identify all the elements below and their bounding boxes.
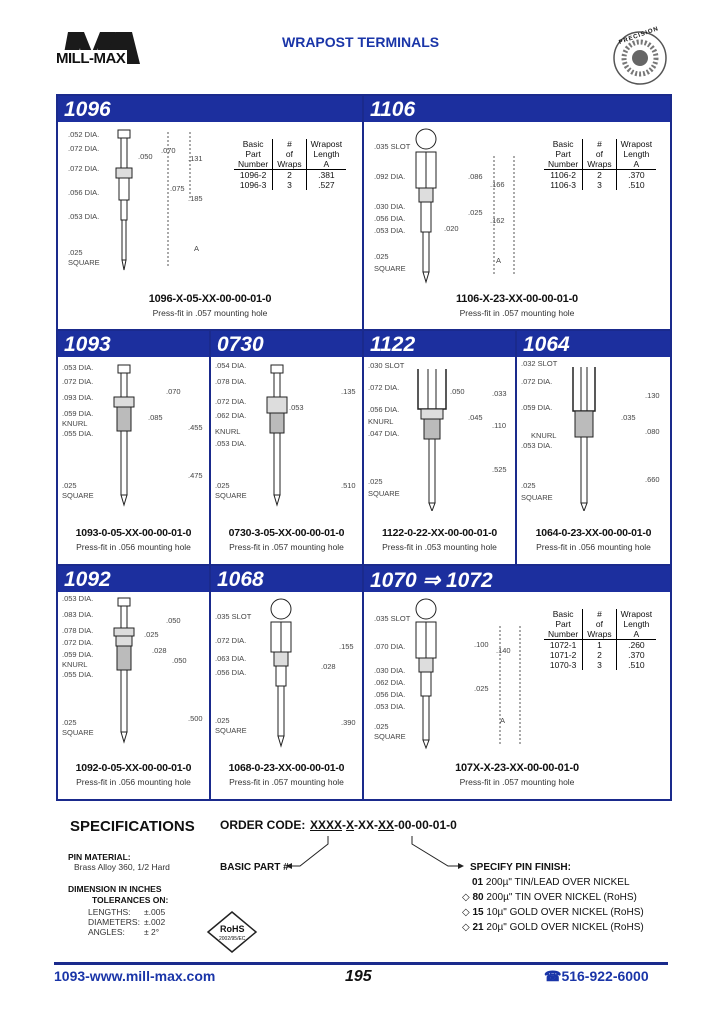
finish-code: 21 bbox=[472, 922, 484, 933]
mounting-note: Press-fit in .056 mounting hole bbox=[76, 542, 191, 552]
product-cell-1106 bbox=[364, 96, 670, 329]
dimension-label: .053 DIA. bbox=[215, 439, 247, 448]
product-header bbox=[364, 331, 515, 357]
finish-code: 15 bbox=[472, 907, 484, 918]
dimension-label: .162 bbox=[490, 216, 505, 225]
product-header bbox=[211, 566, 362, 592]
dimension-label: SQUARE bbox=[68, 258, 100, 267]
dimension-label: .025 bbox=[68, 248, 83, 257]
dimension-label: .028 bbox=[321, 662, 336, 671]
part-number: 1106-X-23-XX-00-00-01-0 bbox=[456, 293, 578, 305]
dimension-label: .056 DIA. bbox=[68, 188, 100, 197]
product-number: 1106 bbox=[370, 98, 416, 121]
specifications-title: SPECIFICATIONS bbox=[70, 818, 195, 835]
table-header: Wrapost Length A bbox=[616, 609, 656, 640]
dimension-label: SQUARE bbox=[521, 493, 553, 502]
dimension-label: .056 DIA. bbox=[368, 405, 400, 414]
dimension-label: .050 bbox=[138, 152, 153, 161]
dimension-label: .093 DIA. bbox=[62, 393, 94, 402]
dimension-label: .053 DIA. bbox=[374, 702, 406, 711]
dimension-label: .056 DIA. bbox=[215, 668, 247, 677]
dimension-label: .050 bbox=[172, 656, 187, 665]
table-cell: 1072-1 bbox=[549, 640, 577, 650]
dimension-label: .075 bbox=[170, 184, 185, 193]
dimension-label: .045 bbox=[468, 413, 483, 422]
table-header: # of Wraps bbox=[583, 609, 616, 640]
table-cell: .381 bbox=[318, 170, 335, 180]
tolerance-diameters-label: DIAMETERS: bbox=[88, 917, 140, 927]
dimension-label: .085 bbox=[148, 413, 163, 422]
seal-text: PRECISION bbox=[618, 25, 660, 47]
order-code-label: ORDER CODE: bbox=[220, 818, 306, 832]
part-number: 1096-X-05-XX-00-00-01-0 bbox=[148, 293, 272, 305]
dimension-label: .072 DIA. bbox=[215, 397, 247, 406]
dimension-label: .035 bbox=[621, 413, 636, 422]
dimension-label: .110 bbox=[492, 421, 507, 430]
dimension-label: .050 bbox=[166, 616, 181, 625]
dimension-label: .080 bbox=[645, 427, 660, 436]
product-cell-1093 bbox=[58, 331, 209, 564]
dimension-label: .053 DIA. bbox=[374, 226, 406, 235]
table-header: # of Wraps bbox=[583, 139, 616, 170]
dimension-label: SQUARE bbox=[368, 489, 400, 498]
dimension-label: .070 DIA. bbox=[374, 642, 406, 651]
code-segment: 00 bbox=[415, 818, 429, 832]
code-dash: - bbox=[428, 818, 433, 832]
dimension-label: .135 bbox=[341, 387, 356, 396]
mounting-note: Press-fit in .057 mounting hole bbox=[229, 777, 344, 787]
pin-drawing bbox=[404, 596, 534, 756]
dimension-label: .130 bbox=[645, 391, 660, 400]
product-number: 1070 ⇒ 1072 bbox=[370, 569, 493, 592]
dimension-label: .072 DIA. bbox=[68, 164, 100, 173]
logo-text: MILL-MAX bbox=[56, 50, 126, 67]
dimension-label: .660 bbox=[645, 475, 660, 484]
phone-number: ☎516-922-6000 bbox=[544, 968, 649, 984]
pin-finish-label: SPECIFY PIN FINISH: bbox=[470, 862, 571, 873]
code-dash: - bbox=[374, 818, 379, 832]
mounting-note: Press-fit in .056 mounting hole bbox=[76, 777, 191, 787]
product-cell-1064 bbox=[517, 331, 670, 564]
dimension-label: .025 bbox=[62, 481, 77, 490]
dimension-label: .086 bbox=[468, 172, 483, 181]
rohs-diamond-icon: ◇ bbox=[462, 892, 470, 903]
code-segment-finish: XX bbox=[378, 818, 395, 832]
wrap-length-table-1070 bbox=[544, 609, 656, 670]
dimension-label: .053 DIA. bbox=[62, 363, 94, 372]
product-grid bbox=[56, 94, 672, 801]
product-header bbox=[364, 96, 670, 122]
tolerance-angles-label: ANGLES: bbox=[88, 927, 125, 937]
mounting-note: Press-fit in .056 mounting hole bbox=[536, 542, 651, 552]
part-number: 1064-0-23-XX-00-00-01-0 bbox=[535, 527, 652, 539]
dimension-label: .062 DIA. bbox=[215, 411, 247, 420]
table-cell: .260 bbox=[628, 640, 645, 650]
dimension-label: .140 bbox=[496, 646, 511, 655]
finish-text: 200µ" TIN OVER NICKEL bbox=[486, 892, 601, 903]
product-number: 1093 bbox=[64, 333, 111, 356]
dimension-label: .070 bbox=[161, 146, 176, 155]
table-cell: .510 bbox=[628, 180, 645, 190]
dimension-label: .028 bbox=[152, 646, 167, 655]
dimension-label: .055 DIA. bbox=[62, 670, 94, 679]
table-cell: .370 bbox=[628, 170, 645, 180]
dimension-label: .083 DIA. bbox=[62, 610, 94, 619]
finish-option-01 bbox=[462, 877, 630, 888]
dimension-label: .100 bbox=[474, 640, 489, 649]
dimension-label: .047 DIA. bbox=[368, 429, 400, 438]
table-cell: 2 bbox=[273, 170, 306, 181]
table-cell: 1 bbox=[583, 640, 616, 651]
product-number: 1068 bbox=[217, 568, 264, 591]
dimension-label: .072 DIA. bbox=[215, 636, 247, 645]
dimension-label: .072 DIA. bbox=[368, 383, 400, 392]
rohs-badge bbox=[206, 910, 258, 954]
table-header: Wrapost Length A bbox=[306, 139, 346, 170]
table-cell: 3 bbox=[583, 660, 616, 670]
code-segment: 00 bbox=[398, 818, 412, 832]
product-number: 1122 bbox=[370, 333, 416, 356]
mounting-note: Press-fit in .057 mounting hole bbox=[229, 542, 344, 552]
table-cell: 1071-2 bbox=[549, 650, 577, 660]
table-cell: 1106-3 bbox=[550, 180, 577, 190]
pin-material-label: PIN MATERIAL: bbox=[68, 852, 131, 862]
table-header: Wrapost Length A bbox=[616, 139, 656, 170]
dimension-label: .072 DIA. bbox=[62, 377, 94, 386]
code-dash: - bbox=[411, 818, 416, 832]
dimension-label: .025 bbox=[62, 718, 77, 727]
dimension-label: .185 bbox=[188, 194, 203, 203]
part-number: 1122-0-22-XX-00-00-01-0 bbox=[381, 527, 498, 539]
dimension-label: A bbox=[194, 244, 200, 253]
dimension-label: .072 DIA. bbox=[521, 377, 553, 386]
dimension-label: .525 bbox=[492, 465, 507, 474]
product-cell-1092 bbox=[58, 566, 209, 799]
dimension-label: .059 DIA. bbox=[62, 409, 94, 418]
dimension-label: SQUARE bbox=[374, 264, 406, 273]
part-number: 1092-0-05-XX-00-00-01-0 bbox=[75, 762, 192, 774]
rohs-text: RoHS bbox=[220, 924, 245, 934]
table-cell: 1106-2 bbox=[550, 170, 577, 180]
dimension-label: .035 SLOT bbox=[374, 614, 411, 623]
dimension-label: .131 bbox=[188, 154, 203, 163]
dimension-label: SQUARE bbox=[62, 728, 94, 737]
dimension-label: .070 bbox=[166, 387, 181, 396]
dimension-label: .025 bbox=[474, 684, 489, 693]
dimension-label: .155 bbox=[339, 642, 354, 651]
table-header: Basic Part Number bbox=[544, 609, 583, 640]
basic-part-label: BASIC PART # bbox=[220, 862, 289, 873]
dimension-label: SQUARE bbox=[215, 726, 247, 735]
dimension-label: .072 DIA. bbox=[68, 144, 100, 153]
dimension-label: .092 DIA. bbox=[374, 172, 406, 181]
product-header bbox=[364, 566, 670, 592]
product-cell-1122 bbox=[364, 331, 515, 564]
dimension-label: .020 bbox=[444, 224, 459, 233]
tolerance-angles-value: ± 2° bbox=[144, 927, 160, 937]
finish-option-21 bbox=[462, 922, 644, 933]
mounting-note: Press-fit in .057 mounting hole bbox=[459, 308, 575, 318]
dimension-label: KNURL bbox=[62, 419, 88, 428]
mounting-note: Press-fit in .053 mounting hole bbox=[382, 542, 497, 552]
pin-drawing bbox=[98, 596, 158, 746]
dimension-label: .055 DIA. bbox=[62, 429, 94, 438]
finish-rohs: (RoHS) bbox=[603, 892, 637, 903]
order-code bbox=[310, 818, 457, 832]
finish-text: 20µ" GOLD OVER NICKEL bbox=[486, 922, 608, 933]
finish-option-15 bbox=[462, 907, 644, 918]
dimension-label: .059 DIA. bbox=[521, 403, 553, 412]
dimension-label: .053 bbox=[289, 403, 304, 412]
finish-code: 01 bbox=[472, 877, 484, 888]
part-number: 0730-3-05-XX-00-00-01-0 bbox=[228, 527, 345, 539]
dimension-label: .025 bbox=[215, 481, 230, 490]
precision-seal bbox=[612, 25, 668, 86]
dimension-label: .078 DIA. bbox=[215, 377, 247, 386]
table-cell: 1096-3 bbox=[239, 180, 267, 190]
dimension-label: KNURL bbox=[368, 417, 394, 426]
table-cell: .510 bbox=[628, 660, 645, 670]
dimension-label: .053 DIA. bbox=[68, 212, 100, 221]
dimension-label: SQUARE bbox=[62, 491, 94, 500]
dimension-label: KNURL bbox=[62, 660, 88, 669]
dimension-label: .030 DIA. bbox=[374, 202, 406, 211]
code-segment-xx: XX bbox=[358, 818, 375, 832]
dimension-label: .052 DIA. bbox=[68, 130, 100, 139]
finish-rohs: (RoHS) bbox=[610, 907, 644, 918]
dimension-label: KNURL bbox=[215, 427, 241, 436]
tolerance-diameters-value: ±.002 bbox=[144, 917, 166, 927]
code-segment-x: X bbox=[346, 818, 355, 832]
dimension-label: .025 bbox=[215, 716, 230, 725]
dimension-label: .025 bbox=[374, 252, 389, 261]
logo bbox=[54, 28, 154, 72]
code-dash: - bbox=[354, 818, 359, 832]
part-number: 107X-X-23-XX-00-00-01-0 bbox=[455, 762, 579, 774]
table-cell: 1096-2 bbox=[239, 170, 267, 180]
product-cell-0730 bbox=[211, 331, 362, 564]
wrap-length-table-1096 bbox=[234, 139, 346, 190]
dimension-label: .032 SLOT bbox=[521, 359, 558, 368]
dimension-label: .510 bbox=[341, 481, 356, 490]
pin-drawing bbox=[557, 361, 617, 511]
part-number: 1093-0-05-XX-00-00-01-0 bbox=[75, 527, 192, 539]
page-number: 195 bbox=[345, 968, 372, 985]
finish-text: 10µ" GOLD OVER NICKEL bbox=[486, 907, 608, 918]
finish-code: 80 bbox=[472, 892, 484, 903]
dimension-label: .062 DIA. bbox=[374, 678, 406, 687]
footer-rule bbox=[54, 962, 668, 965]
part-number: 1068-0-23-XX-00-00-01-0 bbox=[228, 762, 345, 774]
table-cell: 3 bbox=[583, 180, 616, 190]
tolerance-lengths-value: ±.005 bbox=[144, 907, 166, 917]
dimension-note: DIMENSION IN INCHES bbox=[68, 884, 162, 894]
table-cell: 1070-3 bbox=[549, 660, 577, 670]
pin-material-value: Brass Alloy 360, 1/2 Hard bbox=[74, 862, 170, 872]
product-cell-1096 bbox=[58, 96, 362, 329]
dimension-label: .056 DIA. bbox=[374, 214, 406, 223]
product-header bbox=[517, 331, 670, 357]
wrap-length-table-1106 bbox=[544, 139, 656, 190]
dimension-label: .475 bbox=[188, 471, 203, 480]
table-header: Basic Part Number bbox=[544, 139, 583, 170]
table-cell: .527 bbox=[318, 180, 335, 190]
product-header bbox=[211, 331, 362, 357]
product-number: 1064 bbox=[523, 333, 570, 356]
dimension-label: .025 bbox=[144, 630, 159, 639]
dimension-label: .053 DIA. bbox=[62, 594, 94, 603]
rohs-diamond-icon: ◇ bbox=[462, 922, 470, 933]
code-segment: 0 bbox=[450, 818, 457, 832]
table-header: # of Wraps bbox=[273, 139, 306, 170]
table-cell: 2 bbox=[583, 650, 616, 660]
dimension-label: .063 DIA. bbox=[215, 654, 247, 663]
dimension-label: .025 bbox=[374, 722, 389, 731]
website-link[interactable]: 1093-www.mill-max.com bbox=[54, 968, 216, 984]
dimension-label: .025 bbox=[468, 208, 483, 217]
code-dash: - bbox=[394, 818, 399, 832]
code-segment: 01 bbox=[432, 818, 447, 832]
dimension-label: .053 DIA. bbox=[521, 441, 553, 450]
dimension-label: .030 SLOT bbox=[368, 361, 405, 370]
pin-drawing bbox=[251, 363, 311, 513]
rohs-subtext: 2002/95/EC bbox=[219, 936, 246, 942]
dimension-label: .033 bbox=[492, 389, 507, 398]
dimension-label: .025 bbox=[521, 481, 536, 490]
dimension-label: .078 DIA. bbox=[62, 626, 94, 635]
dimension-label: KNURL bbox=[531, 431, 557, 440]
pin-drawing bbox=[404, 361, 474, 511]
pin-drawing bbox=[98, 363, 158, 513]
dimension-label: .030 DIA. bbox=[374, 666, 406, 675]
finish-rohs: (RoHS) bbox=[610, 922, 644, 933]
dimension-label: .050 bbox=[450, 387, 465, 396]
dimension-label: .035 SLOT bbox=[374, 142, 411, 151]
dimension-label: .390 bbox=[341, 718, 356, 727]
dimension-label: .054 DIA. bbox=[215, 361, 247, 370]
dimension-label: .059 DIA. bbox=[62, 650, 94, 659]
product-cell-1068 bbox=[211, 566, 362, 799]
pin-drawing bbox=[259, 596, 319, 756]
dimension-label: .166 bbox=[490, 180, 505, 189]
table-cell: 2 bbox=[583, 170, 616, 181]
rohs-diamond-icon: ◇ bbox=[462, 907, 470, 918]
page-title: WRAPOST TERMINALS bbox=[282, 34, 440, 50]
product-number: 1092 bbox=[64, 568, 111, 591]
dimension-label: .455 bbox=[188, 423, 203, 432]
code-dash: - bbox=[446, 818, 451, 832]
code-segment-basic: XXXX bbox=[310, 818, 343, 832]
dimension-label: .056 DIA. bbox=[374, 690, 406, 699]
dimension-label: .500 bbox=[188, 714, 203, 723]
dimension-label: .035 SLOT bbox=[215, 612, 252, 621]
product-header bbox=[58, 96, 362, 122]
dimension-label: A bbox=[500, 716, 506, 725]
table-header: Basic Part Number bbox=[234, 139, 273, 170]
product-header bbox=[58, 566, 209, 592]
product-header bbox=[58, 331, 209, 357]
product-cell-1070-1072 bbox=[364, 566, 670, 799]
dimension-label: .025 bbox=[368, 477, 383, 486]
dimension-label: .072 DIA. bbox=[62, 638, 94, 647]
code-dash: - bbox=[342, 818, 347, 832]
dimension-label: SQUARE bbox=[374, 732, 406, 741]
dimension-label: SQUARE bbox=[215, 491, 247, 500]
tolerance-label: TOLERANCES ON: bbox=[92, 895, 169, 905]
finish-text: 200µ" TIN/LEAD OVER NICKEL bbox=[485, 877, 630, 888]
product-number: 0730 bbox=[217, 333, 264, 356]
finish-option-80 bbox=[462, 892, 637, 903]
mounting-note: Press-fit in .057 mounting hole bbox=[459, 777, 575, 787]
table-cell: .370 bbox=[628, 650, 645, 660]
product-number: 1096 bbox=[64, 98, 111, 121]
table-cell: 3 bbox=[273, 180, 306, 190]
tolerance-lengths-label: LENGTHS: bbox=[88, 907, 131, 917]
mounting-note: Press-fit in .057 mounting hole bbox=[152, 308, 268, 318]
dimension-label: A bbox=[496, 256, 502, 265]
